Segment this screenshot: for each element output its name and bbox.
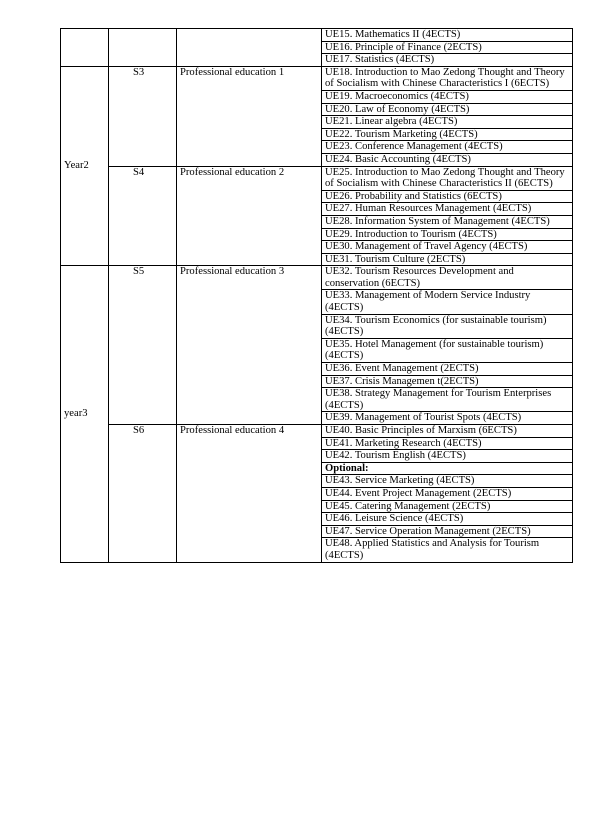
course-cell: UE26. Probability and Statistics (6ECTS): [322, 190, 573, 203]
course-cell: UE21. Linear algebra (4ECTS): [322, 116, 573, 129]
course-cell: UE35. Hotel Management (for sustainable tourism) (4ECTS): [322, 338, 573, 362]
course-cell: UE41. Marketing Research (4ECTS): [322, 437, 573, 450]
course-cell: UE46. Leisure Science (4ECTS): [322, 513, 573, 526]
course-cell: UE18. Introduction to Mao Zedong Thought and Theory of Socialism with Chinese Characteristics I (6ECTS): [322, 66, 573, 90]
course-cell: UE38. Strategy Management for Tourism Enterprises (4ECTS): [322, 388, 573, 412]
course-cell: UE15. Mathematics II (4ECTS): [322, 29, 573, 42]
course-cell: UE19. Macroeconomics (4ECTS): [322, 90, 573, 103]
optional-label: Optional:: [325, 462, 369, 474]
course-cell: UE30. Management of Travel Agency (4ECTS): [322, 241, 573, 254]
module-cell: Professional education 2: [177, 166, 322, 266]
semester-cell: S5: [109, 266, 177, 425]
course-cell: UE25. Introduction to Mao Zedong Thought and Theory of Socialism with Chinese Characteristics II (6ECTS): [322, 166, 573, 190]
course-cell: UE37. Crisis Managemen t(2ECTS): [322, 375, 573, 388]
course-cell: UE27. Human Resources Management (4ECTS): [322, 203, 573, 216]
course-cell: UE20. Law of Economy (4ECTS): [322, 103, 573, 116]
course-cell: UE17. Statistics (4ECTS): [322, 54, 573, 67]
course-cell: UE43. Service Marketing (4ECTS): [322, 475, 573, 488]
course-cell: UE36. Event Management (2ECTS): [322, 363, 573, 376]
semester-cell: S6: [109, 425, 177, 563]
course-cell: UE34. Tourism Economics (for sustainable tourism) (4ECTS): [322, 314, 573, 338]
course-cell: UE33. Management of Modern Service Industry (4ECTS): [322, 290, 573, 314]
course-cell: UE28. Information System of Management (4ECTS): [322, 215, 573, 228]
module-cell: Professional education 1: [177, 66, 322, 166]
course-cell: UE47. Service Operation Management (2ECTS): [322, 525, 573, 538]
course-cell: UE48. Applied Statistics and Analysis for Tourism (4ECTS): [322, 538, 573, 562]
course-cell: UE45. Catering Management (2ECTS): [322, 500, 573, 513]
module-cell: Professional education 4: [177, 425, 322, 563]
course-cell: UE24. Basic Accounting (4ECTS): [322, 153, 573, 166]
course-cell: UE22. Tourism Marketing (4ECTS): [322, 128, 573, 141]
semester-cell: [109, 29, 177, 67]
course-cell: UE40. Basic Principles of Marxism (6ECTS): [322, 425, 573, 438]
year-cell: Year2: [61, 66, 109, 266]
year-cell: year3: [61, 266, 109, 562]
course-cell: UE42. Tourism English (4ECTS): [322, 450, 573, 463]
course-cell: UE39. Management of Tourist Spots (4ECTS): [322, 412, 573, 425]
course-cell: UE44. Event Project Management (2ECTS): [322, 487, 573, 500]
module-cell: Professional education 3: [177, 266, 322, 425]
semester-cell: S4: [109, 166, 177, 266]
course-cell: UE32. Tourism Resources Development and conservation (6ECTS): [322, 266, 573, 290]
course-cell: UE16. Principle of Finance (2ECTS): [322, 41, 573, 54]
module-cell: [177, 29, 322, 67]
table-row: [61, 29, 573, 42]
course-cell: UE31. Tourism Culture (2ECTS): [322, 253, 573, 266]
table-row: [61, 266, 573, 290]
optional-heading: [322, 462, 573, 475]
course-cell: UE29. Introduction to Tourism (4ECTS): [322, 228, 573, 241]
curriculum-table: [60, 28, 573, 563]
curriculum-table-wrapper: [60, 28, 573, 563]
semester-cell: S3: [109, 66, 177, 166]
table-row: [61, 166, 573, 190]
table-row: [61, 66, 573, 90]
table-row: [61, 425, 573, 438]
year-cell: [61, 29, 109, 67]
course-cell: UE23. Conference Management (4ECTS): [322, 141, 573, 154]
